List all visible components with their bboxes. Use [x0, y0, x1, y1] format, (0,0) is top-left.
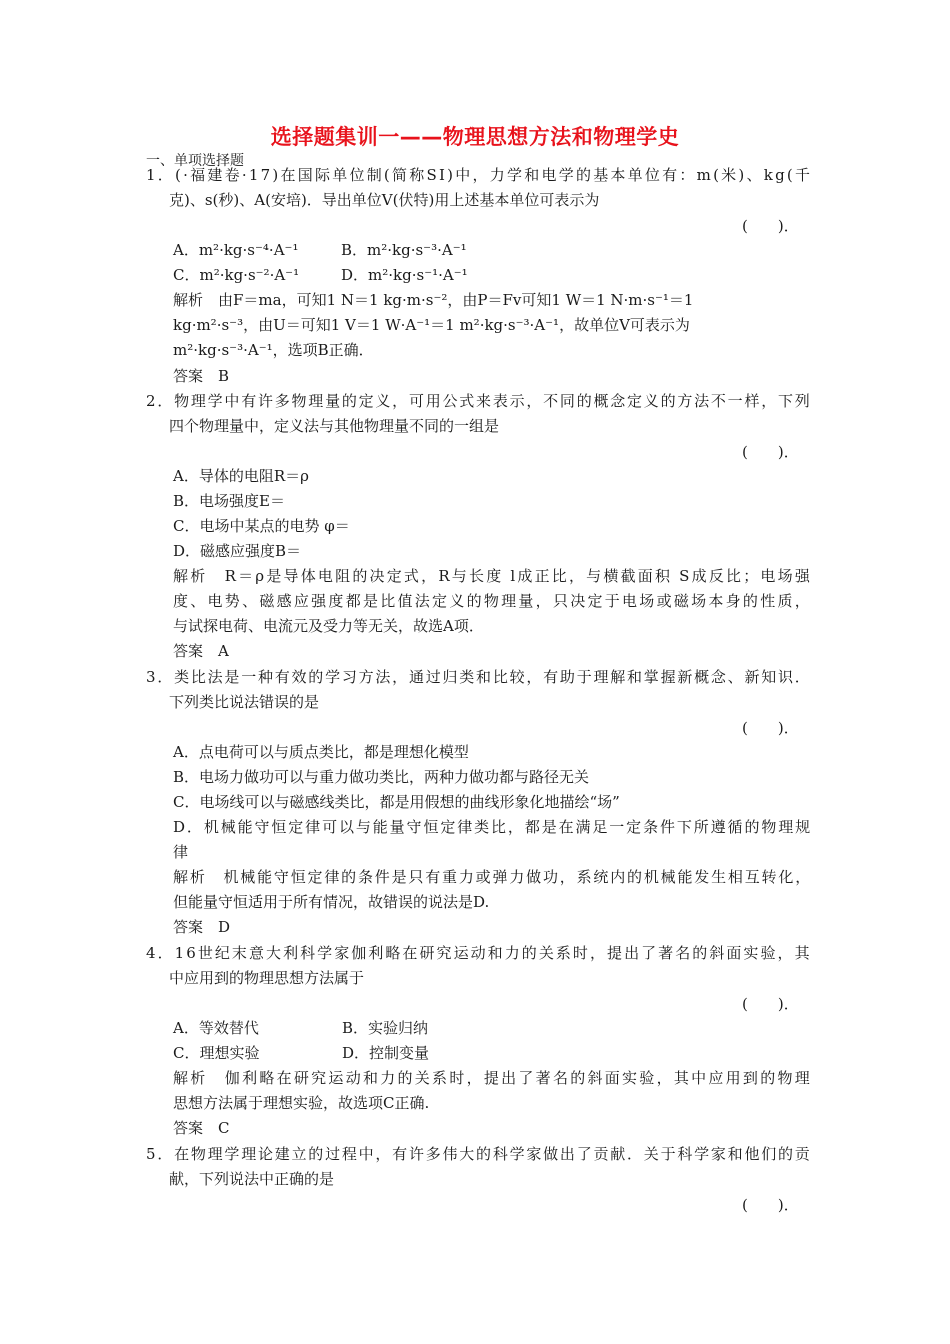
q2-explanation-line3: 与试探电荷、电流元及受力等无关，故选A项． [173, 617, 484, 635]
q2-answer-blank: ( )． [742, 443, 799, 461]
q2-answer: 答案 A [173, 642, 229, 660]
page-title: 选择题集训一——物理思想方法和物理学史 [270, 125, 680, 149]
q3-option-b: B．电场力做功可以与重力做功类比，两种力做功都与路径无关 [173, 768, 590, 786]
q1-stem-line2: 克)、s(秒)、A(安培)．导出单位V(伏特)用上述基本单位可表示为 [169, 191, 600, 209]
q1-explanation-line3: m²·kg·s⁻³·A⁻¹，选项B正确． [173, 341, 374, 359]
q1-answer-blank: ( )． [742, 217, 799, 235]
q1-option-b: B．m²·kg·s⁻³·A⁻¹ [341, 241, 467, 259]
q3-option-d-line2: 律 [173, 843, 189, 861]
q4-explanation-line1: 解析 伽利略在研究运动和力的关系时，提出了著名的斜面实验，其中应用到的物理 [173, 1069, 813, 1087]
section-heading: 一、单项选择题 [146, 153, 244, 169]
q2-option-c: C．电场中某点的电势 φ＝ [173, 517, 350, 535]
q2-stem-line2: 四个物理量中，定义法与其他物理量不同的一组是 [169, 417, 500, 435]
q2-explanation-line1: 解析 R＝ρ是导体电阻的决定式，R与长度 l成正比，与横截面积 S成反比；电场强 [173, 567, 813, 585]
q1-explanation-line2: kg·m²·s⁻³，由U＝可知1 V＝1 W·A⁻¹＝1 m²·kg·s⁻³·A⁻¹，故单位V可表示为 [173, 316, 690, 334]
q3-explanation-line2: 但能量守恒适用于所有情况，故错误的说法是D. [173, 893, 490, 911]
q1-option-d: D．m²·kg·s⁻¹·A⁻¹ [341, 266, 468, 284]
q1-explanation-line1: 解析 由F＝ma，可知1 N＝1 kg·m·s⁻²，由P＝Fv可知1 W＝1 N·m·s⁻¹＝1 [173, 291, 694, 309]
q3-option-a: A．点电荷可以与质点类比，都是理想化模型 [173, 743, 469, 761]
q3-option-c: C．电场线可以与磁感线类比，都是用假想的曲线形象化地描绘“场” [173, 793, 620, 811]
q3-answer-blank: ( )． [742, 719, 799, 737]
q1-option-c: C．m²·kg·s⁻²·A⁻¹ [173, 266, 300, 284]
q2-option-a: A．导体的电阻R＝ρ [173, 467, 309, 485]
q2-stem-line1: 2．物理学中有许多物理量的定义，可用公式来表示，不同的概念定义的方法不一样，下列 [146, 392, 812, 410]
q1-answer: 答案 B [173, 367, 230, 385]
q3-stem-line2: 下列类比说法错误的是 [169, 693, 320, 711]
q3-stem-line1: 3．类比法是一种有效的学习方法，通过归类和比较，有助于理解和掌握新概念、新知识． [146, 668, 812, 686]
q2-option-b: B．电场强度E＝ [173, 492, 285, 510]
q4-option-a: A．等效替代 [173, 1019, 259, 1037]
q3-option-d-line1: D．机械能守恒定律可以与能量守恒定律类比，都是在满足一定条件下所遵循的物理规 [173, 818, 813, 836]
q5-stem-line1: 5．在物理学理论建立的过程中，有许多伟大的科学家做出了贡献．关于科学家和他们的贡 [146, 1145, 812, 1163]
q1-option-a: A．m²·kg·s⁻⁴·A⁻¹ [173, 241, 299, 259]
q4-explanation-line2: 思想方法属于理想实验，故选项C正确. [173, 1094, 430, 1112]
q5-stem-line2: 献，下列说法中正确的是 [169, 1170, 335, 1188]
q4-answer-blank: ( )． [742, 995, 799, 1013]
q2-explanation-line2: 度、电势、磁感应强度都是比值法定义的物理量，只决定于电场或磁场本身的性质， [173, 592, 813, 610]
q4-answer: 答案 C [173, 1119, 230, 1137]
q4-option-c: C．理想实验 [173, 1044, 260, 1062]
q5-answer-blank: ( )． [742, 1196, 799, 1214]
q4-option-b: B．实验归纳 [342, 1019, 429, 1037]
q1-stem-line1: 1．(·福建卷·17)在国际单位制(简称SI)中，力学和电学的基本单位有：m(米)、kg(千 [146, 166, 813, 184]
q3-explanation-line1: 解析 机械能守恒定律的条件是只有重力或弹力做功，系统内的机械能发生相互转化， [173, 868, 813, 886]
q2-option-d: D．磁感应强度B＝ [173, 542, 302, 560]
q4-option-d: D．控制变量 [342, 1044, 430, 1062]
q4-stem-line1: 4．16世纪末意大利科学家伽利略在研究运动和力的关系时，提出了著名的斜面实验，其 [146, 944, 812, 962]
q4-stem-line2: 中应用到的物理思想方法属于 [169, 969, 365, 987]
q3-answer: 答案 D [173, 918, 231, 936]
